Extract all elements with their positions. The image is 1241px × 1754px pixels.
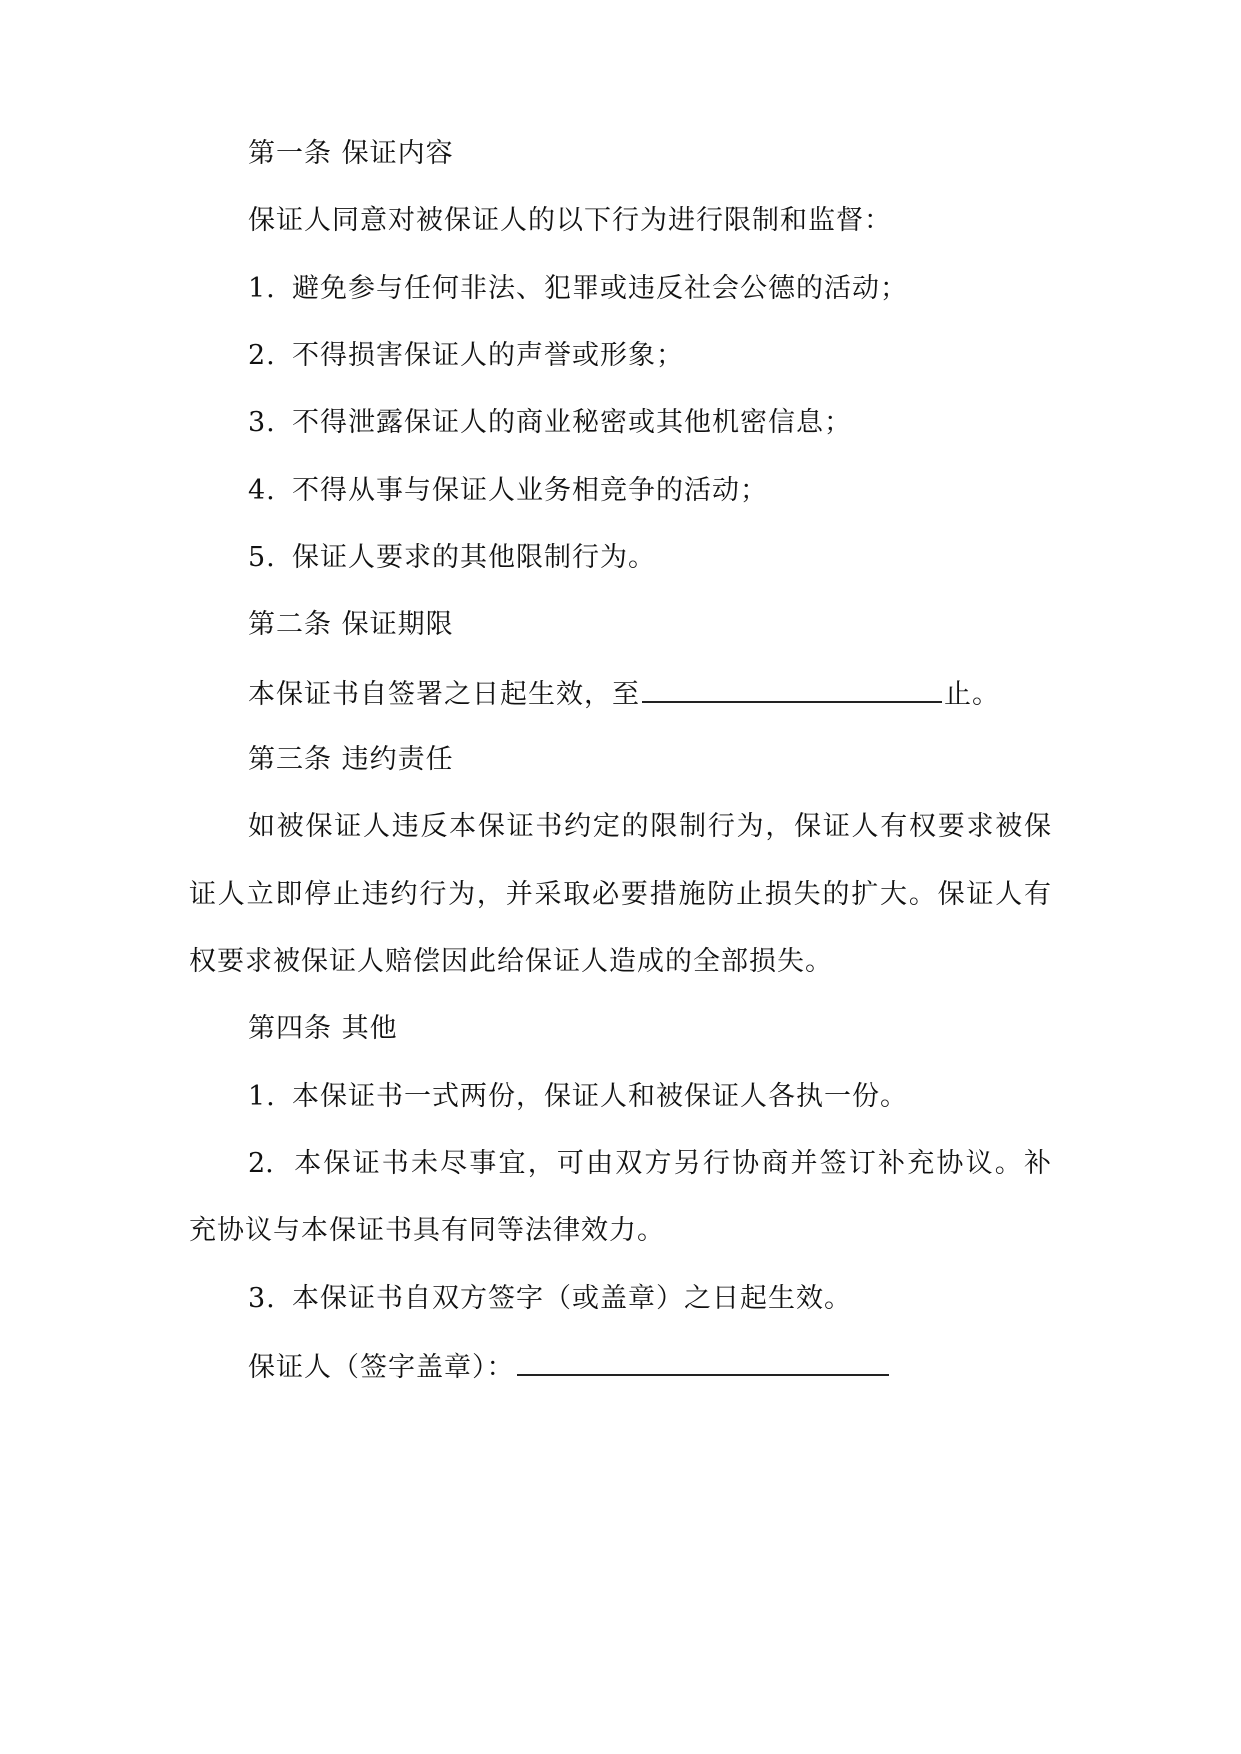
list-item-number: 3. [248,407,276,438]
term-sentence [248,675,1000,713]
list-item [248,338,684,374]
list-item [248,1281,852,1317]
list-item [189,1146,1051,1182]
end-date-blank [642,675,942,703]
list-item [248,473,768,509]
signature-line [248,1348,891,1386]
paragraph-line: 权要求被保证人赔偿因此给保证人造成的全部损失。 [189,946,833,977]
list-item-number: 2. [248,1148,274,1179]
list-item-text: 避免参与任何非法、犯罪或违反社会公德的活动； [292,273,908,304]
list-item-text: 不得损害保证人的声誉或形象； [292,340,684,371]
list-item-number: 5. [248,542,276,573]
term-text-before: 本保证书自签署之日起生效，至 [248,679,640,710]
section-2-heading: 第二条 保证期限 [248,609,454,640]
section-4-heading: 第四条 其他 [248,1013,398,1044]
section-3-heading: 第三条 违约责任 [248,744,454,775]
list-item-continuation: 充协议与本保证书具有同等法律效力。 [189,1215,665,1246]
list-item-text: 不得从事与保证人业务相竞争的活动； [292,475,768,506]
list-item-number: 1. [248,273,276,304]
section-1-intro: 保证人同意对被保证人的以下行为进行限制和监督： [248,205,892,236]
section-1-heading: 第一条 保证内容 [248,138,454,169]
term-text-after: 止。 [944,679,1000,710]
list-item-number: 2. [248,340,276,371]
list-item-text: 保证人要求的其他限制行为。 [292,542,656,573]
list-item [248,540,656,576]
list-item-number: 1. [248,1081,276,1112]
paragraph-line: 证人立即停止违约行为，并采取必要措施防止损失的扩大。保证人有 [189,879,1051,910]
list-item-number: 3. [248,1283,276,1314]
list-item-text: 本保证书自双方签字（或盖章）之日起生效。 [292,1283,852,1314]
list-item-number: 4. [248,475,276,506]
list-item-text: 不得泄露保证人的商业秘密或其他机密信息； [292,407,852,438]
list-item [248,405,852,441]
list-item [248,271,908,307]
signature-blank [517,1348,889,1376]
list-item-text: 本保证书一式两份，保证人和被保证人各执一份。 [292,1081,908,1112]
paragraph-line: 如被保证人违反本保证书约定的限制行为，保证人有权要求被保 [248,811,1051,842]
list-item [248,1079,908,1115]
signature-label: 保证人（签字盖章）： [248,1352,515,1383]
list-item-text: 本保证书未尽事宜，可由双方另行协商并签订补充协议。补 [292,1148,1051,1179]
